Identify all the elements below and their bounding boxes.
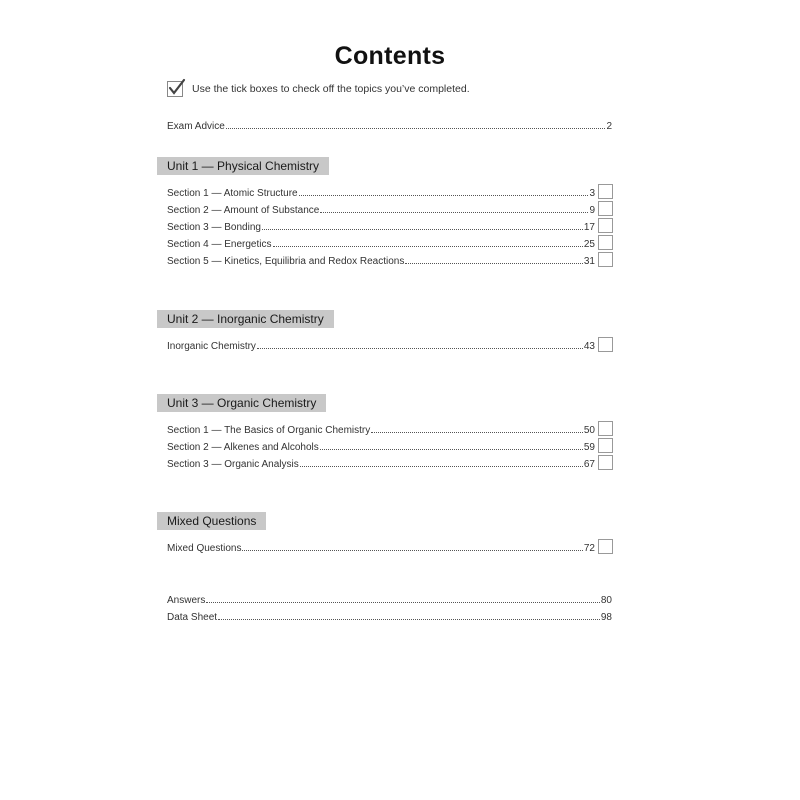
dot-leader (218, 618, 600, 620)
toc-entry[interactable] (167, 454, 613, 470)
tick-checkbox[interactable] (598, 438, 613, 453)
page-number: 72 (583, 543, 595, 554)
toc-entry[interactable] (167, 538, 613, 554)
dot-leader (257, 347, 583, 349)
checked-tick-box-icon (167, 81, 183, 97)
tick-checkbox[interactable] (598, 184, 613, 199)
page-number: 25 (583, 239, 595, 250)
dot-leader (206, 601, 600, 603)
unit-2-header: Unit 2 — Inorganic Chemistry (157, 310, 334, 328)
tick-checkbox[interactable] (598, 455, 613, 470)
entry-label: Inorganic Chemistry (167, 341, 256, 352)
entry-label: Section 3 — Bonding (167, 222, 261, 233)
page-number: 59 (583, 442, 595, 453)
entry-label: Section 4 — Energetics (167, 239, 272, 250)
mixed-questions-header: Mixed Questions (157, 512, 266, 530)
dot-leader (273, 245, 583, 247)
entry-label: Section 1 — Atomic Structure (167, 188, 298, 199)
toc-entry[interactable] (167, 251, 613, 267)
toc-entry-exam-advice[interactable] (167, 116, 612, 132)
dot-leader (242, 549, 582, 551)
dot-leader (262, 228, 583, 230)
page-number: 50 (583, 425, 595, 436)
tick-checkbox[interactable] (598, 539, 613, 554)
page-number: 9 (589, 205, 595, 216)
toc-entry-answers[interactable] (167, 590, 612, 606)
unit-3-header: Unit 3 — Organic Chemistry (157, 394, 326, 412)
entry-label: Section 1 — The Basics of Organic Chemistry (167, 425, 371, 436)
tick-checkbox[interactable] (598, 218, 613, 233)
toc-entry[interactable] (167, 217, 613, 233)
entry-label: Section 2 — Amount of Substance (167, 205, 320, 216)
tick-checkbox[interactable] (598, 235, 613, 250)
entry-label: Section 5 — Kinetics, Equilibria and Redox Reactions (167, 256, 405, 267)
dot-leader (320, 448, 583, 450)
toc-entry[interactable] (167, 234, 613, 250)
dot-leader (300, 465, 583, 467)
page-number: 31 (583, 256, 595, 267)
dot-leader (371, 431, 583, 433)
unit-1-header: Unit 1 — Physical Chemistry (157, 157, 329, 175)
page-number: 2 (606, 121, 612, 132)
entry-label: Answers (167, 595, 206, 606)
tick-checkbox[interactable] (598, 201, 613, 216)
tick-checkbox[interactable] (598, 337, 613, 352)
page-title: Contents (334, 42, 446, 70)
entry-label: Exam Advice (167, 121, 225, 132)
toc-entry[interactable] (167, 336, 613, 352)
page-number: 3 (589, 188, 595, 199)
entry-label: Section 2 — Alkenes and Alcohols (167, 442, 319, 453)
dot-leader (299, 194, 589, 196)
toc-entry[interactable] (167, 437, 613, 453)
toc-entry-data-sheet[interactable] (167, 607, 612, 623)
entry-label: Section 3 — Organic Analysis (167, 459, 299, 470)
dot-leader (226, 127, 606, 129)
entry-label: Mixed Questions (167, 543, 242, 554)
hint-text: Use the tick boxes to check off the topics you’ve completed. (192, 83, 470, 95)
toc-entry[interactable] (167, 183, 613, 199)
toc-entry[interactable] (167, 200, 613, 216)
toc-entry[interactable] (167, 420, 613, 436)
tick-checkbox[interactable] (598, 252, 613, 267)
page-number: 17 (583, 222, 595, 233)
dot-leader (320, 211, 588, 213)
entry-label: Data Sheet (167, 612, 218, 623)
dot-leader (405, 262, 583, 264)
page-number: 98 (600, 612, 612, 623)
tick-hint (167, 81, 470, 97)
tick-checkbox[interactable] (598, 421, 613, 436)
page-number: 67 (583, 459, 595, 470)
page-number: 43 (583, 341, 595, 352)
page-number: 80 (600, 595, 612, 606)
